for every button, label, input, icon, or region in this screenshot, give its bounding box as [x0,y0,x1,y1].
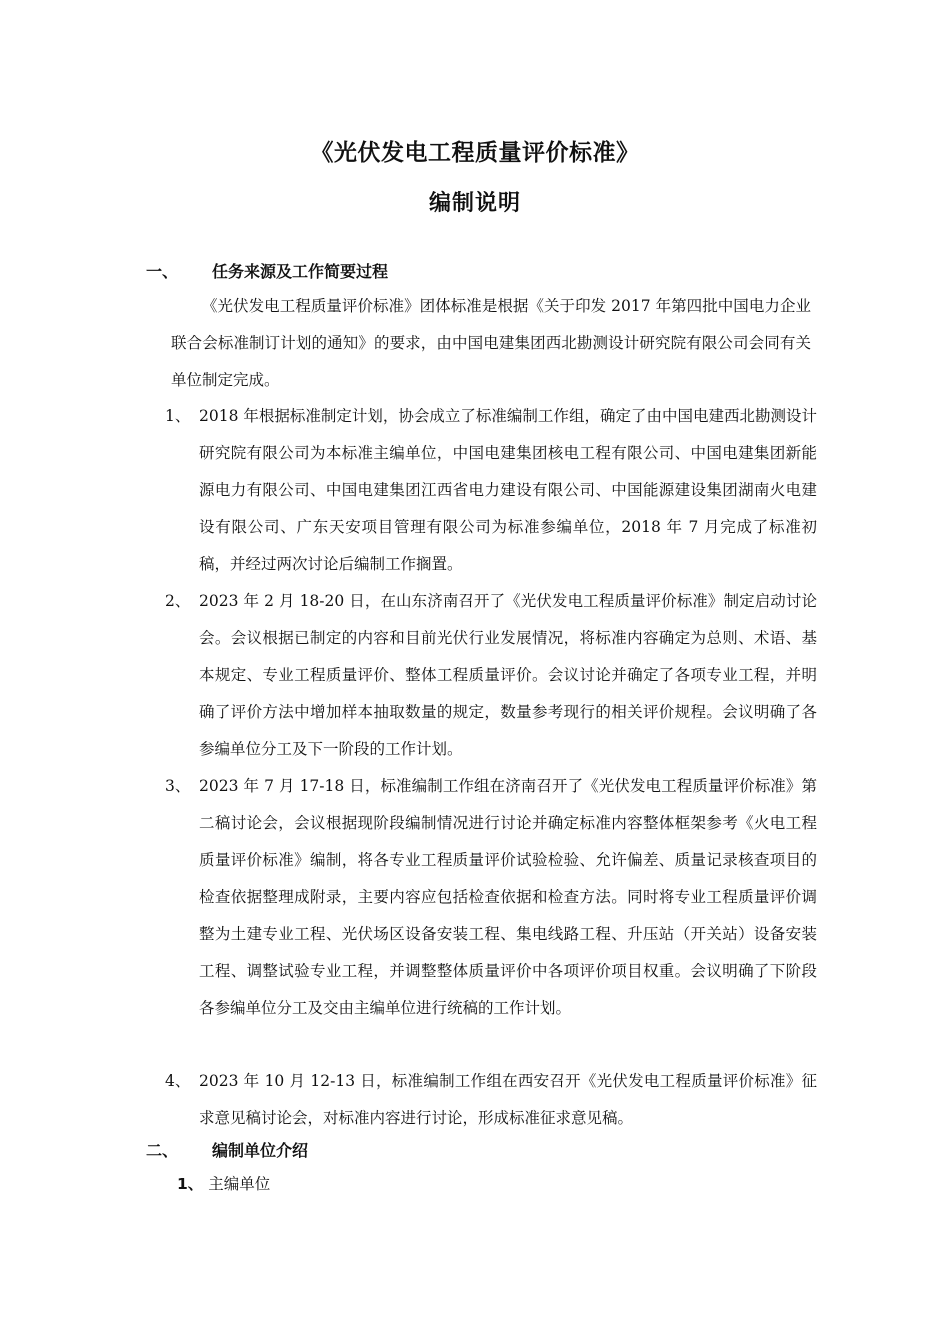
list-item-text: 2023 年 7 月 17-18 日，标准编制工作组在济南召开了《光伏发电工程质量评价标准》第二稿讨论会，会议根据现阶段编制情况进行讨论并确定标准内容整体框架参考《火电工程质量评价标准》编制，将各专业工程质量评价试验检验、允许偏差、质量记录核查项目的检查依据整理成附录，主要内容应包括检查依据和检查方法。同时将专业工程质量评价调整为土建专业工程、光伏场区设备安装工程、集电线路工程、升压站（开关站）设备安装工程、调整试验专业工程，并调整整体质量评价中各项评价项目权重。会议明确了下阶段各参编单位分工及交由主编单位进行统稿的工作计划。 [199,777,817,1017]
section-number: 二、 [146,1141,179,1160]
subsection-heading [177,1166,270,1203]
intro-paragraph: 《光伏发电工程质量评价标准》团体标准是根据《关于印发 2017 年第四批中国电力企业联合会标准制订计划的通知》的要求，由中国电建集团西北勘测设计研究院有限公司会同有关单位制定完成。 [171,297,811,389]
list-item-number: 4、 [165,1072,191,1090]
section-title: 任务来源及工作简要过程 [212,262,389,281]
list-item-text: 2023 年 10 月 12-13 日，标准编制工作组在西安召开《光伏发电工程质量评价标准》征求意见稿讨论会，对标准内容进行讨论，形成标准征求意见稿。 [199,1072,817,1127]
list-item-number: 2、 [165,592,191,610]
document-title: 《光伏发电工程质量评价标准》 [310,140,640,166]
document-subtitle: 编制说明 [428,191,521,216]
list-item-number: 1、 [165,407,191,425]
list-item-number: 3、 [165,777,191,795]
subsection-number: 1、 [177,1175,204,1193]
list-item-text: 2018 年根据标准制定计划，协会成立了标准编制工作组，确定了由中国电建西北勘测设计研究院有限公司为本标准主编单位，中国电建集团核电工程有限公司、中国电建集团新能源电力有限公司、中国电建集团江西省电力建设有限公司、中国能源建设集团湖南火电建设有限公司、广东天安项目管理有限公司为标准参编单位，2018 年 7 月完成了标准初稿，并经过两次讨论后编制工作搁置。 [199,407,817,573]
subsection-title: 主编单位 [208,1175,271,1193]
section-title: 编制单位介绍 [212,1141,309,1160]
list-item-text: 2023 年 2 月 18-20 日，在山东济南召开了《光伏发电工程质量评价标准》制定启动讨论会。会议根据已制定的内容和目前光伏行业发展情况，将标准内容确定为总则、术语、基本规定、专业工程质量评价、整体工程质量评价。会议讨论并确定了各项专业工程，并明确了评价方法中增加样本抽取数量的规定，数量参考现行的相关评价规程。会议明确了各参编单位分工及下一阶段的工作计划。 [199,592,817,758]
section-number: 一、 [146,262,179,281]
